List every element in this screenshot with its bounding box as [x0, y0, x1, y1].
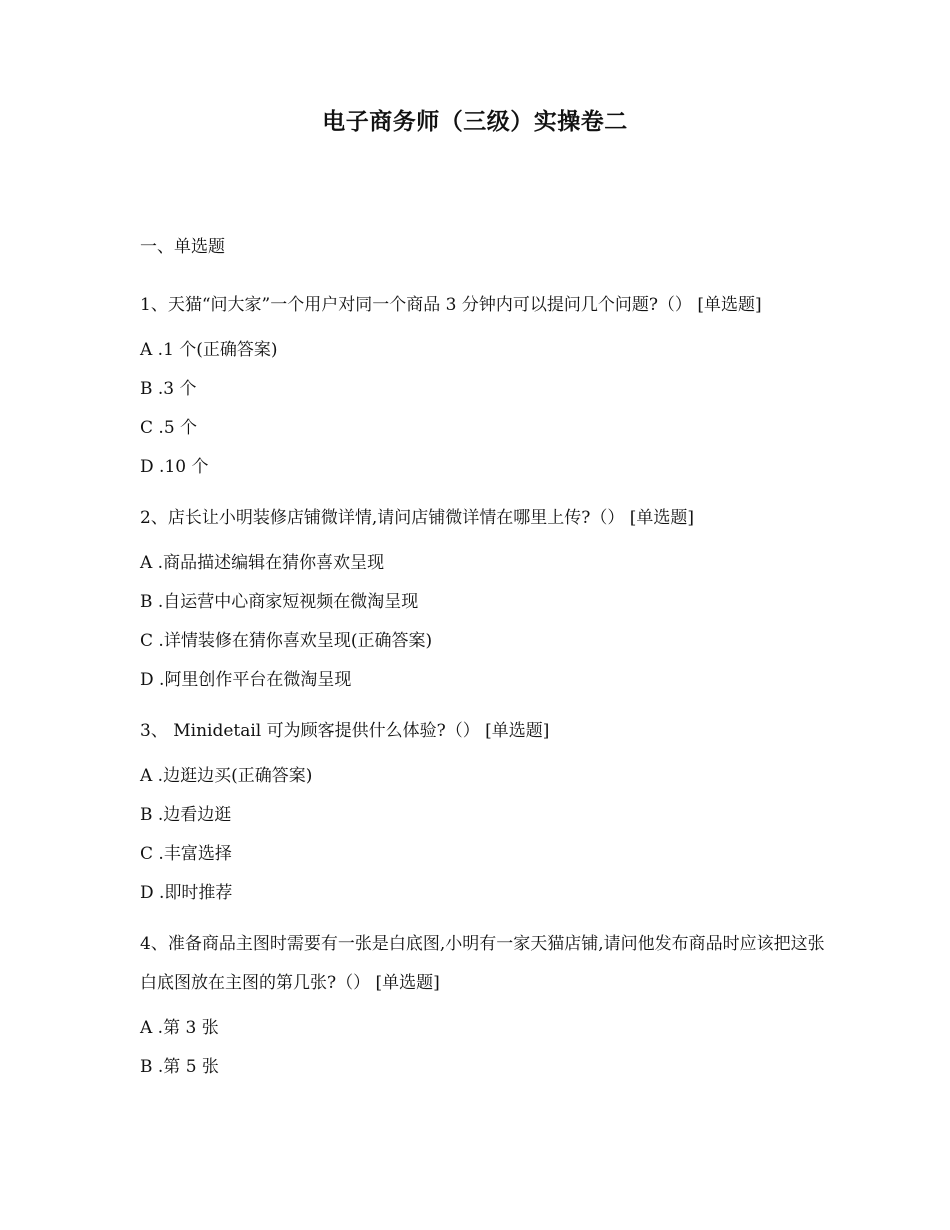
question-4 [140, 925, 830, 1087]
option-d: D .10 个 [140, 457, 209, 477]
option-b: B .边看边逛 [140, 805, 232, 825]
option-b: B .自运营中心商家短视频在微淘呈现 [140, 592, 419, 612]
question-2 [140, 499, 830, 700]
option-d: D .阿里创作平台在微淘呈现 [140, 670, 352, 690]
document-title: 电子商务师（三级）实操卷二 [322, 109, 628, 135]
option-d: D .即时推荐 [140, 883, 233, 903]
document-body [140, 232, 830, 1087]
option-c: C .详情装修在猜你喜欢呈现(正确答案) [140, 631, 433, 651]
question-text: 1、天猫“问大家”一个用户对同一个商品 3 分钟内可以提问几个问题?（） [单选题] [140, 295, 762, 315]
option-a: A .1 个(正确答案) [140, 340, 278, 360]
question-text: 2、店长让小明装修店铺微详情,请问店铺微详情在哪里上传?（） [单选题] [140, 508, 695, 528]
question-1 [140, 286, 830, 487]
question-3 [140, 712, 830, 913]
option-c: C .丰富选择 [140, 844, 232, 864]
option-c: C .5 个 [140, 418, 198, 438]
option-a: A .商品描述编辑在猜你喜欢呈现 [140, 553, 385, 573]
option-b: B .第 5 张 [140, 1057, 219, 1077]
question-text: 4、准备商品主图时需要有一张是白底图,小明有一家天猫店铺,请问他发布商品时应该把这张白底图放在主图的第几张?（） [单选题] [140, 934, 825, 993]
option-b: B .3 个 [140, 379, 197, 399]
section-heading: 一、单选题 [140, 237, 225, 257]
option-a: A .第 3 张 [140, 1018, 219, 1038]
option-a: A .边逛边买(正确答案) [140, 766, 313, 786]
question-text: 3、 Minidetail 可为顾客提供什么体验?（） [单选题] [140, 721, 550, 741]
